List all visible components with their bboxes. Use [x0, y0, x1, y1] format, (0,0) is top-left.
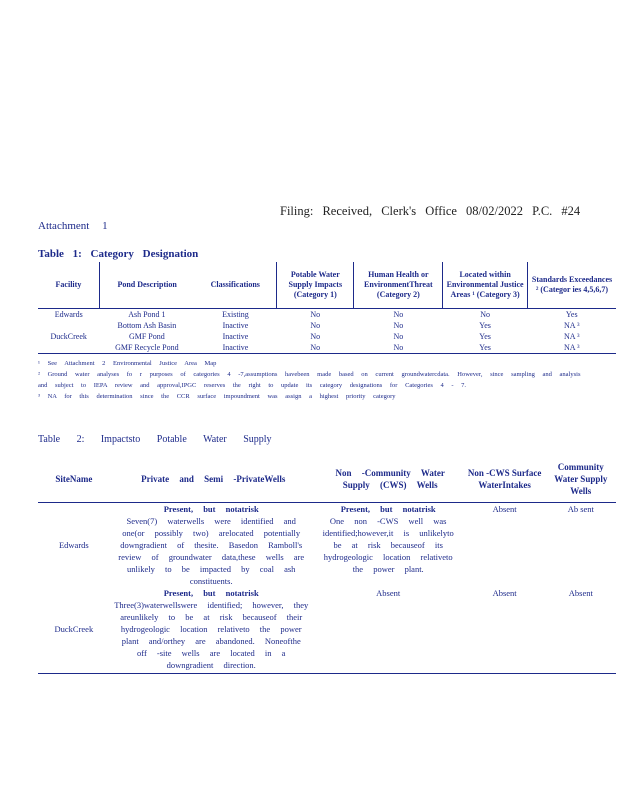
col-category-3: Located within Environmental Justice Areas ¹ (Category 3) [443, 262, 528, 309]
pond-cell: Ash Pond 1 [128, 310, 166, 319]
cat4-cell: NA ³ [563, 332, 580, 341]
classification-cell: Inactive [222, 321, 249, 330]
col-site-name: SiteName [38, 456, 110, 503]
category-designation-table [38, 262, 616, 354]
footnote: ¹ See Attachment 2 Environmental Justice Area Map [38, 360, 217, 367]
site-cell: DuckCreek [38, 587, 110, 674]
cat3-cell: Yes [479, 321, 491, 330]
potable-water-impacts-table [38, 456, 616, 674]
detail-text: One non -CWS well was identified;however,it is unlikelyto be at risk becauseof its hydrogeologic location relativeto the power plant. [322, 516, 454, 574]
col-facility: Facility [38, 262, 99, 309]
cat3-cell: Yes [443, 342, 528, 354]
cat3-cell: Yes [479, 332, 491, 341]
footnote: ³ NA for this determination since the CCR surface impoundment was assign a highest priority category [38, 393, 396, 400]
cat4-cell: NA ³ [528, 342, 617, 354]
detail-text: Three(3)waterwellswere identified; however, they areunlikely to be at risk becauseof their hydrogeologic location relativeto the power plant and/orthey are abandoned. Noneofthe off -site wells are located in a downgradient direction. [114, 600, 309, 670]
col-classifications: Classifications [194, 262, 276, 309]
table1-title: Table 1: Category Designation [38, 248, 199, 260]
footnote: and subject to IEPA review and approval,IPGC reserves the right to update its category designations for Categories 4 - 7. [38, 382, 467, 389]
col-pond-description: Pond Description [99, 262, 194, 309]
col-category-1: Potable Water Supply Impacts (Category 1) [277, 262, 354, 309]
facility-cell [38, 342, 99, 354]
col-surface-intakes: Non -CWS Surface WaterIntakes [464, 456, 546, 503]
cat4-cell: Yes [565, 310, 578, 319]
status-heading: Present, but notatrisk [163, 588, 259, 598]
col-community-wells: Community Water Supply Wells [546, 456, 616, 503]
private-wells-cell [110, 503, 317, 588]
col-private-wells: Private and Semi -PrivateWells [110, 456, 317, 503]
facility-cell: DuckCreek [50, 332, 87, 341]
table-row [38, 342, 616, 354]
table-row [38, 331, 616, 342]
table-row [38, 587, 616, 674]
col-category-2: Human Health or EnvironmentThreat (Category 2) [354, 262, 443, 309]
cat1-cell: No [310, 310, 321, 319]
classification-cell: Inactive [222, 332, 249, 341]
community-wells-cell: Ab sent [567, 504, 594, 514]
cat4-cell: NA ³ [563, 321, 580, 330]
pond-cell: Bottom Ash Basin [117, 321, 177, 330]
status-heading: Present, but notatrisk [163, 504, 259, 514]
pond-cell: GMF Pond [128, 332, 165, 341]
community-wells-cell: Absent [546, 587, 616, 674]
classification-cell: Existing [222, 310, 249, 319]
pond-cell: GMF Recycle Pond [99, 342, 194, 354]
table2-title: Table 2: Impactsto Potable Water Supply [38, 434, 272, 445]
cat1-cell: No [310, 332, 321, 341]
detail-text: Seven(7) waterwells were identified and one(or possibly two) arelocated potentially downgradient of thesite. Basedon Ramboll's review of groundwater data,these wells are unlikely to be impacted by coal ash constituents. [118, 516, 305, 586]
cat3-cell: No [480, 310, 490, 319]
table-row [38, 320, 616, 331]
facility-cell: Edwards [54, 310, 83, 319]
filing-stamp: Filing: Received, Clerk's Office 08/02/2022 P.C. #24 [280, 204, 581, 218]
col-category-4-7: Standards Exceedances ² (Categor ies 4,5,6,7) [528, 262, 617, 309]
status-heading: Present, but notatrisk [340, 504, 436, 514]
surface-intakes-cell: Absent [492, 504, 517, 514]
col-noncws-wells: Non -Community Water Supply (CWS) Wells [317, 456, 464, 503]
footnote: ² Ground water analyses fo r purposes of categories 4 -7,assumptions havebeen made based on current groundwatercdata. However, since sampling and analysis [38, 371, 581, 378]
cat2-cell: No [393, 332, 404, 341]
surface-intakes-cell: Absent [464, 587, 546, 674]
private-wells-cell [110, 587, 317, 674]
cat2-cell: No [393, 321, 404, 330]
table1-footnotes [38, 358, 616, 402]
classification-cell: Inactive [194, 342, 276, 354]
cat1-cell: No [310, 321, 321, 330]
cat2-cell: No [393, 310, 404, 319]
site-cell: Edwards [58, 540, 89, 550]
status-heading: Absent [376, 588, 401, 598]
facility-cell [38, 320, 99, 331]
cat2-cell: No [354, 342, 443, 354]
table-row [38, 309, 616, 321]
noncws-wells-cell [317, 587, 464, 674]
cat1-cell: No [277, 342, 354, 354]
table-row [38, 503, 616, 588]
noncws-wells-cell [317, 503, 464, 588]
attachment-label: Attachment 1 [38, 220, 108, 232]
